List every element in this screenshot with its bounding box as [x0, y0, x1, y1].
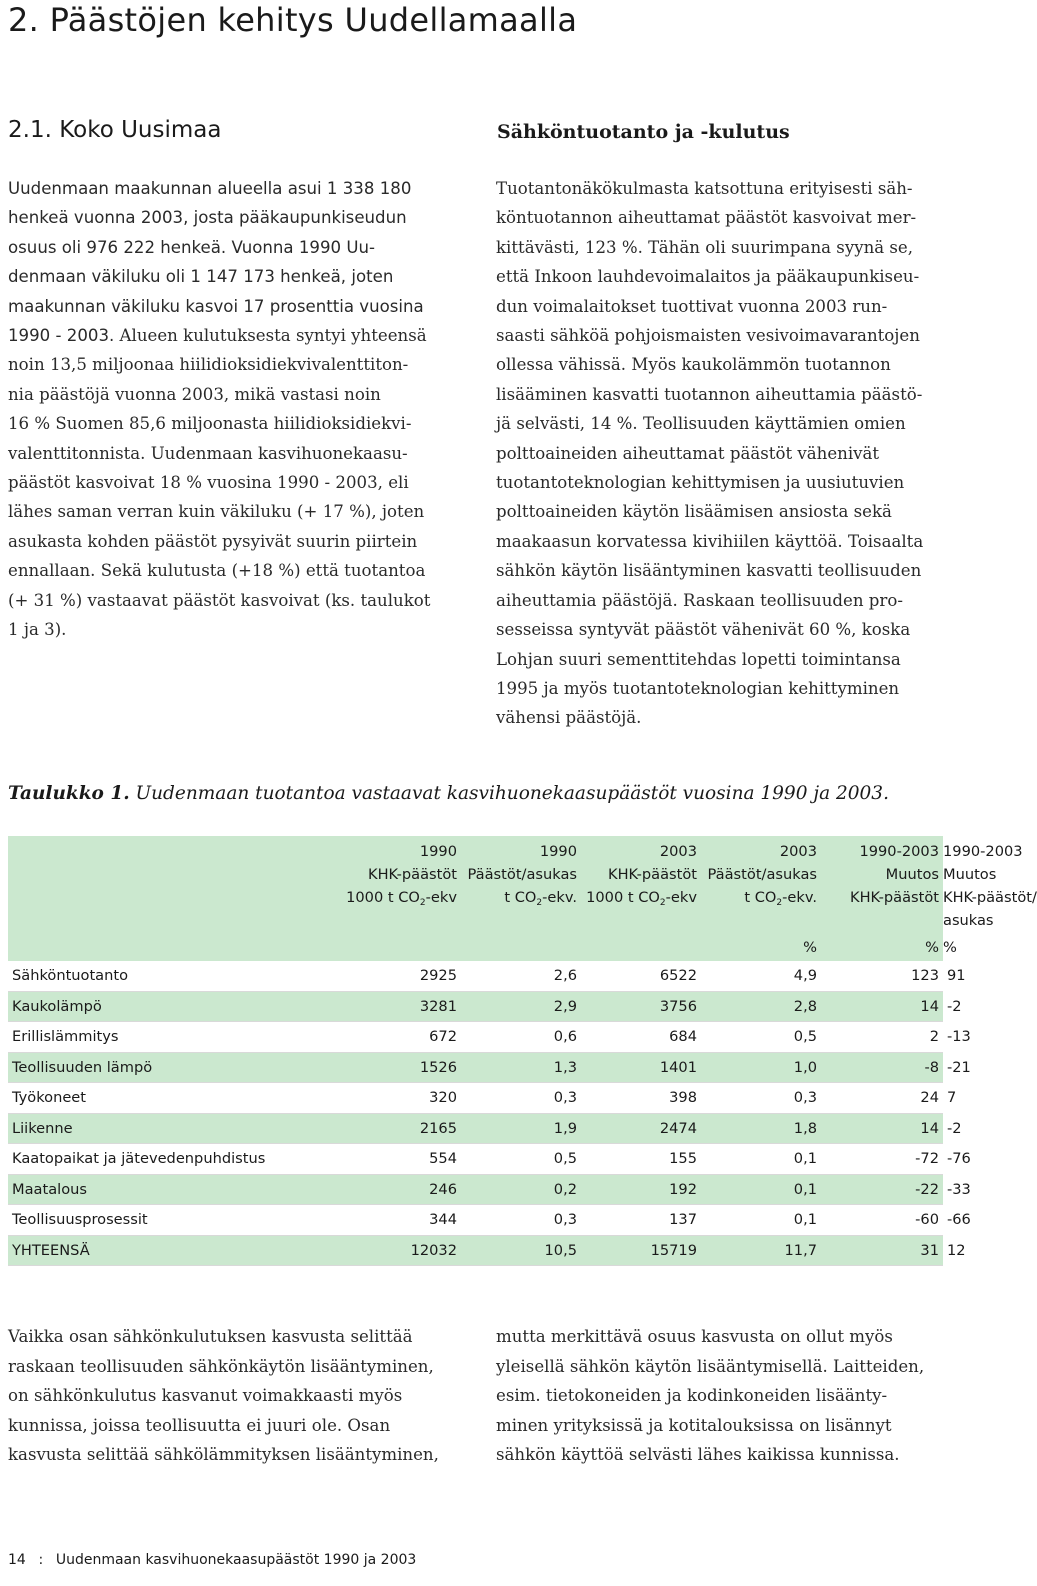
header-line: t $CO_2$-ekv.: [744, 889, 817, 908]
table-cell: -60: [821, 1205, 943, 1236]
table-caption: [8, 780, 889, 808]
table-cell: 2,9: [461, 991, 581, 1022]
section-heading: 2.1. Koko Uusimaa: [8, 117, 222, 143]
table-cell: 155: [581, 1144, 701, 1175]
text-line: Tuotantonäkökulmasta katsottuna erityisesti säh-: [496, 179, 913, 198]
table-cell: 672: [268, 1022, 461, 1053]
text-line: (+ 31 %) vastaavat päästöt kasvoivat (ks. taulukot: [8, 590, 431, 610]
header-line: t $CO_2$-ekv.: [504, 889, 577, 908]
text-line: on sähkönkulutus kasvanut voimakkaasti myös: [8, 1386, 403, 1406]
page-title: 2. Päästöjen kehitys Uudellamaalla: [8, 1, 578, 39]
table-cell: 3281: [268, 991, 461, 1022]
row-label: Sähköntuotanto: [8, 961, 268, 991]
table-cell: 684: [581, 1022, 701, 1053]
table-row: Teollisuuden lämpö 1526 1,3 1401 1,0 -8 -21: [8, 1052, 943, 1083]
table-cell: 320: [268, 1083, 461, 1114]
table-cell: 398: [581, 1083, 701, 1114]
table-cell: 2: [821, 1022, 943, 1053]
footer-separator: :: [38, 1552, 44, 1568]
table-row: Työkoneet 320 0,3 398 0,3 24 7: [8, 1083, 943, 1114]
text-line: asukasta kohden päästöt pysyivät suurin piirtein: [8, 531, 418, 551]
bottom-right-text: [496, 1322, 924, 1470]
text-line: polttoaineiden käytön lisäämisen ansiosta sekä: [496, 502, 892, 522]
table-cell: 15719: [581, 1235, 701, 1266]
table-cell: 14: [821, 991, 943, 1022]
text-line: kasvusta selittää sähkölämmityksen lisääntyminen,: [8, 1445, 439, 1465]
row-label: Teollisuuden lämpö: [8, 1052, 268, 1083]
header-line: Päästöt/asukas: [707, 866, 817, 883]
table-cell: -72: [821, 1144, 943, 1175]
table-row: Erillislämmitys 672 0,6 684 0,5 2 -13: [8, 1022, 943, 1053]
table-cell: 123: [821, 961, 943, 991]
bottom-left-text: [8, 1322, 439, 1470]
text-line: denmaan väkiluku oli 1 147 173 henkeä, joten: [8, 267, 394, 287]
table-cell: 554: [268, 1144, 461, 1175]
header-unit: %: [821, 932, 943, 961]
header-label-column: [8, 836, 268, 932]
table-cell: 0,3: [461, 1205, 581, 1236]
header-col-1990-khk: [268, 836, 461, 932]
table-cell: 2,8: [701, 991, 821, 1022]
table-row: Teollisuusprosessit 344 0,3 137 0,1 -60 -66: [8, 1205, 943, 1236]
table-cell: 1,3: [461, 1052, 581, 1083]
table-cell: 2,6: [461, 961, 581, 991]
table-row: Sähköntuotanto 2925 2,6 6522 4,9 123 91: [8, 961, 943, 991]
table-header: 1990 KHK-päästöt 1000 t $CO_2$-ekv 1990 Päästöt/asukas t $CO_2$-ekv. 2003 KHK-päästöt 1000 t $CO_2$-ekv 2003 Päästöt/asukas t $CO_2$-ekv. 1990-2003 Muutos KHK-päästöt 1990-2003 Muutos KHK-päästöt/ asukas % % %: [8, 836, 943, 961]
left-column-text: [8, 174, 430, 645]
header-line: Muutos: [885, 866, 939, 883]
header-line: 2003: [659, 843, 697, 860]
table-row: Maatalous 246 0,2 192 0,1 -22 -33: [8, 1174, 943, 1205]
header-col-change-khk: [821, 836, 943, 932]
row-label: Kaukolämpö: [8, 991, 268, 1022]
header-unit: %: [701, 932, 821, 961]
header-line: KHK-päästöt: [368, 866, 457, 883]
text-line: 16 % Suomen 85,6 miljoonasta hiilidioksidiekvi-: [8, 414, 412, 434]
table-cell: 2165: [268, 1113, 461, 1144]
text-line: saasti sähköä pohjoismaisten vesivoimavarantojen: [496, 326, 920, 346]
table-cell: 344: [268, 1205, 461, 1236]
text-line: esim. tietokoneiden ja kodinkoneiden lisäänty-: [496, 1386, 888, 1406]
table-caption-text: Uudenmaan tuotantoa vastaavat kasvihuonekaasupäästöt vuosina 1990 ja 2003.: [129, 783, 889, 804]
table-cell: 0,5: [461, 1144, 581, 1175]
table-body: [8, 961, 971, 1266]
header-line: 2003: [779, 843, 817, 860]
header-line: KHK-päästöt: [850, 889, 939, 906]
header-line: KHK-päästöt: [608, 866, 697, 883]
row-label: Erillislämmitys: [8, 1022, 268, 1053]
text-line: Lohjan suuri sementtitehdas lopetti toimintansa: [496, 649, 901, 669]
text-line: sähkön käyttöä selvästi lähes kaikissa kunnissa.: [496, 1445, 900, 1465]
table-cell: 0,2: [461, 1174, 581, 1205]
emissions-table-container: [8, 836, 1037, 1266]
emissions-table: [8, 836, 1037, 1266]
table-cell: 1,9: [461, 1113, 581, 1144]
text-line: nia päästöjä vuonna 2003, mikä vastasi noin: [8, 384, 381, 404]
header-line: 1000 t $CO_2$-ekv: [346, 889, 457, 908]
header-line: 1990: [539, 843, 577, 860]
text-line: Vaikka osan sähkönkulutuksen kasvusta selittää: [8, 1327, 413, 1346]
text-line: jä selvästi, 14 %. Teollisuuden käyttämien omien: [496, 414, 906, 434]
table-cell: 1,0: [701, 1052, 821, 1083]
header-col-2003-per-capita: [701, 836, 821, 932]
text-line: köntuotannon aiheuttamat päästöt kasvoivat mer-: [496, 208, 917, 228]
table-cell: 0,1: [701, 1144, 821, 1175]
table-row: Kaukolämpö 3281 2,9 3756 2,8 14 -2: [8, 991, 943, 1022]
row-label: Kaatopaikat ja jätevedenpuhdistus: [8, 1144, 268, 1175]
text-line: kittävästi, 123 %. Tähän oli suurimpana syynä se,: [496, 237, 914, 257]
text-line: minen yrityksissä ja kotitalouksissa on lisännyt: [496, 1415, 892, 1435]
text-line: että Inkoon lauhdevoimalaitos ja pääkaupunkiseu-: [496, 267, 920, 287]
table-cell: -8: [821, 1052, 943, 1083]
right-column-text: [496, 174, 923, 733]
text-line: ollessa vähissä. Myös kaukolämmön tuotannon: [496, 355, 891, 375]
table-cell: 11,7: [701, 1235, 821, 1266]
text-line: ennallaan. Sekä kulutusta (+18 %) että tuotantoa: [8, 561, 426, 581]
table-cell: 31: [821, 1235, 943, 1266]
text-line: Uudenmaan maakunnan alueella asui 1 338 180: [8, 179, 412, 198]
table-cell: 10,5: [461, 1235, 581, 1266]
table-row: Kaatopaikat ja jätevedenpuhdistus 554 0,5 155 0,1 -72 -76: [8, 1144, 943, 1175]
table-cell: 137: [581, 1205, 701, 1236]
text-line: lähes saman verran kuin väkiluku (+ 17 %), joten: [8, 502, 425, 522]
text-line: osuus oli 976 222 henkeä. Vuonna 1990 Uu-: [8, 237, 376, 257]
text-line: maakaasun korvatessa kivihiilen käyttöä. Toisaalta: [496, 531, 924, 551]
table-cell: 12032: [268, 1235, 461, 1266]
text-line: noin 13,5 miljoonaa hiilidioksidiekvivalenttiton-: [8, 355, 409, 375]
table-cell: 0,1: [701, 1174, 821, 1205]
table-cell: 1401: [581, 1052, 701, 1083]
header-line: 1000 t $CO_2$-ekv: [586, 889, 697, 908]
row-label: Työkoneet: [8, 1083, 268, 1114]
header-line: 1990: [419, 843, 457, 860]
text-line: päästöt kasvoivat 18 % vuosina 1990 - 2003, eli: [8, 473, 409, 493]
text-fragment-serif: Alueen kulutuksesta syntyi yhteensä: [114, 326, 427, 346]
table-cell: 1526: [268, 1052, 461, 1083]
text-line: raskaan teollisuuden sähkönkäytön lisääntyminen,: [8, 1356, 434, 1376]
right-column-heading: Sähköntuotanto ja -kulutus: [497, 121, 790, 143]
text-line: vähensi päästöjä.: [496, 708, 642, 728]
table-cell: 0,6: [461, 1022, 581, 1053]
table-cell: 1,8: [701, 1113, 821, 1144]
table-cell: 14: [821, 1113, 943, 1144]
table-cell: 0,3: [461, 1083, 581, 1114]
text-line: sähkön käytön lisääntyminen kasvatti teollisuuden: [496, 561, 922, 581]
text-line: 1995 ja myös tuotantoteknologian kehittyminen: [496, 678, 900, 698]
row-label: Teollisuusprosessit: [8, 1205, 268, 1236]
header-line: 1990-2003: [859, 843, 939, 860]
table-cell: 24: [821, 1083, 943, 1114]
table-cell: -22: [821, 1174, 943, 1205]
text-line: 1 ja 3).: [8, 620, 67, 640]
table-cell: 4,9: [701, 961, 821, 991]
table-row: Liikenne 2165 1,9 2474 1,8 14 -2: [8, 1113, 943, 1144]
table-cell: 6522: [581, 961, 701, 991]
text-line: sesseissa syntyvät päästöt vähenivät 60 %, koska: [496, 620, 911, 640]
row-label: Maatalous: [8, 1174, 268, 1205]
header-unit: [268, 932, 461, 961]
text-fragment-sans: 1990 - 2003.: [8, 326, 115, 346]
text-line: kunnissa, joissa teollisuutta ei juuri ole. Osan: [8, 1415, 391, 1435]
table-cell: 192: [581, 1174, 701, 1205]
text-line: yleisellä sähkön käytön lisääntymisellä. Laitteiden,: [496, 1356, 925, 1376]
table-cell: 0,5: [701, 1022, 821, 1053]
table-caption-label: Taulukko 1.: [8, 783, 130, 804]
table-cell: 0,3: [701, 1083, 821, 1114]
page-footer: [8, 1550, 416, 1570]
text-line: dun voimalaitokset tuottivat vuonna 2003 run-: [496, 296, 888, 316]
table-cell: 0,1: [701, 1205, 821, 1236]
row-label: Liikenne: [8, 1113, 268, 1144]
header-unit: [461, 932, 581, 961]
text-line: mutta merkittävä osuus kasvusta on ollut myös: [496, 1327, 893, 1346]
text-line: tuotantoteknologian kehittymisen ja uusiutuvien: [496, 473, 905, 493]
text-line: maakunnan väkiluku kasvoi 17 prosenttia vuosina: [8, 296, 424, 316]
header-unit: [581, 932, 701, 961]
text-line: valenttitonnista. Uudenmaan kasvihuonekaasu-: [8, 443, 408, 463]
text-line-mixed: [8, 321, 430, 350]
header-col-1990-per-capita: [461, 836, 581, 932]
header-col-2003-khk: [581, 836, 701, 932]
header-line: Päästöt/asukas: [467, 866, 577, 883]
table-cell: 2474: [581, 1113, 701, 1144]
text-line: aiheuttamia päästöjä. Raskaan teollisuuden pro-: [496, 590, 903, 610]
page-number: 14: [8, 1552, 26, 1568]
text-line: polttoaineiden aiheuttamat päästöt vähenivät: [496, 443, 880, 463]
text-line: henkeä vuonna 2003, josta pääkaupunkiseudun: [8, 208, 407, 228]
table-cell: 3756: [581, 991, 701, 1022]
table-cell: 246: [268, 1174, 461, 1205]
row-label: YHTEENSÄ: [8, 1235, 268, 1266]
table-row: YHTEENSÄ 12032 10,5 15719 11,7 31 12: [8, 1235, 943, 1266]
table-cell: 2925: [268, 961, 461, 991]
footer-publication-title: Uudenmaan kasvihuonekaasupäästöt 1990 ja 2003: [55, 1552, 417, 1568]
text-line: lisääminen kasvatti tuotannon aiheuttamia päästö-: [496, 384, 923, 404]
